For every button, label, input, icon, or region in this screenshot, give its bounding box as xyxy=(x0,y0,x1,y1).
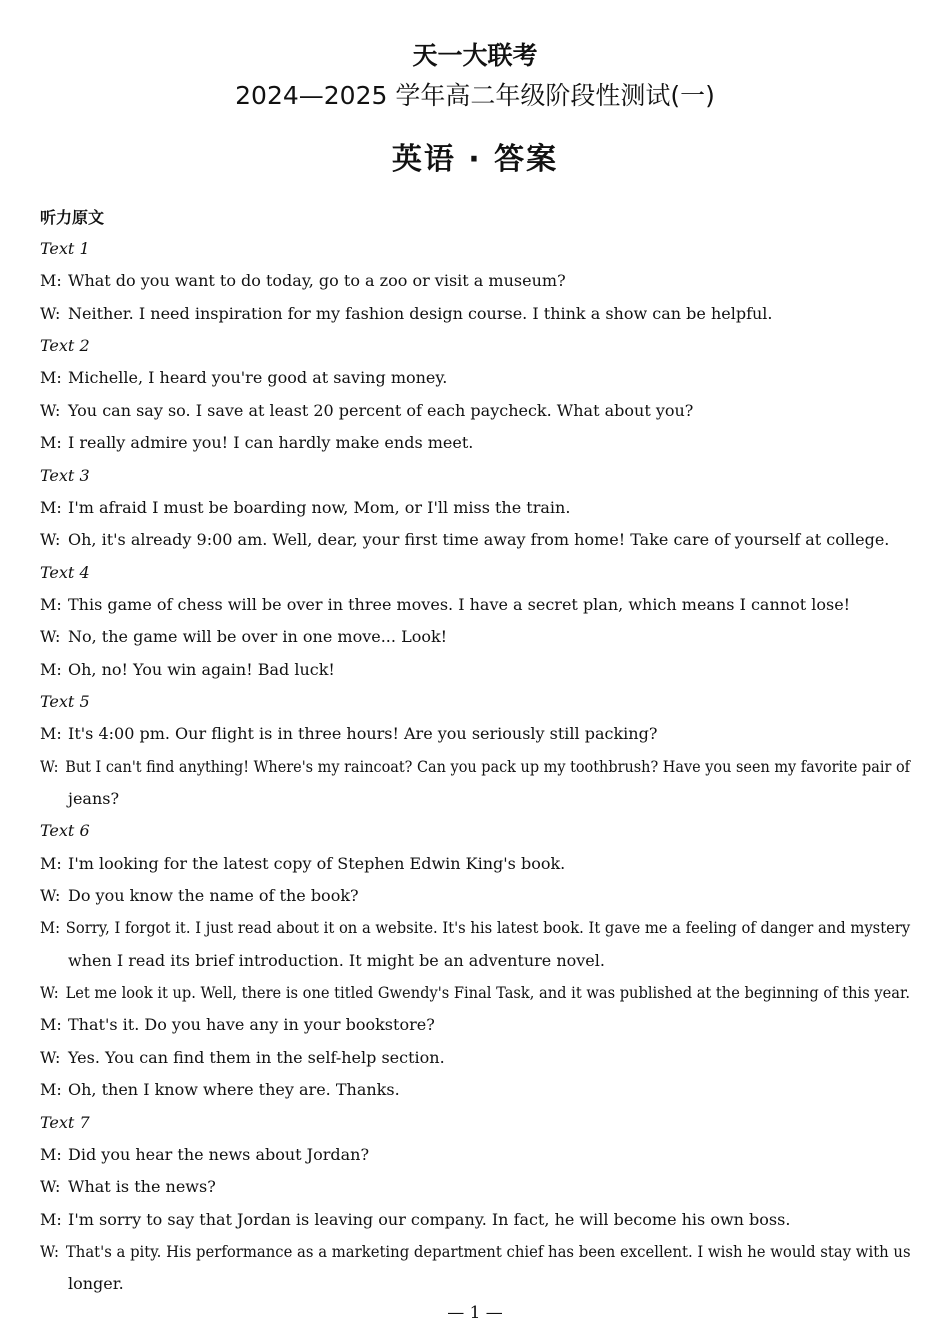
dialogue-text: But I can't find anything! Where's my raincoat? Can you pack up my toothbrush? Have you seen my favorite pair of xyxy=(65,756,910,776)
speaker-label: W: xyxy=(40,400,61,420)
text-label: Text 3 xyxy=(40,465,90,485)
speaker-label: M: xyxy=(40,659,62,679)
dialogue-text: Neither. I need inspiration for my fashion design course. I think a show can be helpful. xyxy=(68,303,773,323)
speaker-label: W: xyxy=(40,530,61,550)
dialogue-text: I'm afraid I must be boarding now, Mom, or I'll miss the train. xyxy=(68,497,571,517)
dialogue-line xyxy=(40,885,359,907)
dialogue-line xyxy=(40,1047,445,1069)
speaker-label: M: xyxy=(40,1015,62,1035)
dialogue-text: No, the game will be over in one move... Look! xyxy=(68,627,448,647)
speaker-label: M: xyxy=(40,724,62,744)
dialogue-line xyxy=(40,1014,435,1036)
dialogue-line xyxy=(40,1209,790,1231)
dialogue-text: Oh, it's already 9:00 am. Well, dear, your first time away from home! Take care of yourself at college. xyxy=(68,530,890,550)
dialogue-continuation: longer. xyxy=(68,1274,124,1294)
dialogue-line xyxy=(40,367,447,389)
dialogue-line xyxy=(40,982,910,1004)
dialogue-text: That's it. Do you have any in your bookstore? xyxy=(68,1015,435,1035)
dialogue-text: This game of chess will be over in three moves. I have a secret plan, which means I cannot lose! xyxy=(68,594,851,614)
speaker-label: M: xyxy=(40,1209,62,1229)
dialogue-text: You can say so. I save at least 20 percent of each paycheck. What about you? xyxy=(68,400,694,420)
speaker-label: W: xyxy=(40,756,59,776)
text-label: Text 7 xyxy=(40,1112,90,1132)
dialogue-line xyxy=(40,723,657,745)
speaker-label: M: xyxy=(40,1144,62,1164)
speaker-label: W: xyxy=(40,1241,59,1261)
dialogue-line xyxy=(40,497,570,519)
dialogue-line xyxy=(40,529,889,551)
dialogue-line xyxy=(40,1176,216,1198)
dialogue-text: Did you hear the news about Jordan? xyxy=(68,1144,370,1164)
dialogue-text: Do you know the name of the book? xyxy=(68,886,359,905)
dialogue-line xyxy=(40,853,565,875)
section-title: 听力原文 xyxy=(40,208,105,227)
organization-title: 天一大联考 xyxy=(412,41,538,70)
speaker-label: M: xyxy=(40,368,62,388)
dialogue-text: Oh, no! You win again! Bad luck! xyxy=(68,659,335,679)
subject-title: 英语 · 答案 xyxy=(391,142,559,177)
speaker-label: W: xyxy=(40,983,59,1003)
dialogue-line xyxy=(40,270,566,292)
dialogue-continuation: jeans? xyxy=(68,789,120,808)
dialogue-line xyxy=(40,756,910,778)
dialogue-text: Let me look it up. Well, there is one titled Gwendy's Final Task, and it was published at the beginning of this year. xyxy=(65,983,910,1003)
speaker-label: M: xyxy=(40,497,62,517)
speaker-label: M: xyxy=(40,271,62,291)
dialogue-text: It's 4:00 pm. Our flight is in three hours! Are you seriously still packing? xyxy=(68,724,658,744)
speaker-label: M: xyxy=(40,433,62,453)
dialogue-text: I'm looking for the latest copy of Stephen Edwin King's book. xyxy=(68,853,566,873)
dialogue-text: Yes. You can find them in the self-help section. xyxy=(68,1047,445,1067)
dialogue-line xyxy=(40,659,335,681)
dialogue-line xyxy=(40,594,850,616)
dialogue-text: Oh, then I know where they are. Thanks. xyxy=(68,1080,400,1100)
speaker-label: W: xyxy=(40,303,61,323)
dialogue-text: That's a pity. His performance as a marketing department chief has been excellent. I wish he would stay with us xyxy=(65,1241,911,1261)
dialogue-text: Michelle, I heard you're good at saving money. xyxy=(68,368,448,388)
dialogue-line xyxy=(40,400,693,422)
dialogue-line xyxy=(40,1241,911,1263)
dialogue-text: What do you want to do today, go to a zoo or visit a museum? xyxy=(68,271,566,291)
speaker-label: W: xyxy=(40,627,61,647)
speaker-label: M: xyxy=(40,594,62,614)
dialogue-line xyxy=(40,917,910,939)
page-number: — 1 — xyxy=(447,1303,503,1323)
text-label: Text 2 xyxy=(40,336,90,356)
speaker-label: W: xyxy=(40,1177,61,1197)
dialogue-text: I'm sorry to say that Jordan is leaving our company. In fact, he will become his own boss. xyxy=(68,1209,791,1229)
dialogue-text: What is the news? xyxy=(68,1177,216,1197)
speaker-label: W: xyxy=(40,1047,61,1067)
dialogue-text: Sorry, I forgot it. I just read about it on a website. It's his latest book. It gave me a feeling of danger and mystery xyxy=(65,918,911,938)
speaker-label: M: xyxy=(40,918,61,938)
dialogue-line xyxy=(40,303,773,325)
text-label: Text 1 xyxy=(40,239,90,258)
dialogue-line xyxy=(40,432,473,454)
text-label: Text 5 xyxy=(40,691,90,711)
text-label: Text 6 xyxy=(40,821,90,841)
dialogue-continuation: when I read its brief introduction. It might be an adventure novel. xyxy=(68,950,605,970)
speaker-label: M: xyxy=(40,853,62,873)
dialogue-line xyxy=(40,1079,400,1101)
dialogue-line xyxy=(40,626,447,648)
speaker-label: W: xyxy=(40,886,61,905)
exam-title: 2024—2025 学年高二年级阶段性测试(一) xyxy=(235,81,715,110)
speaker-label: M: xyxy=(40,1080,62,1100)
text-label: Text 4 xyxy=(40,562,90,582)
dialogue-line xyxy=(40,1144,369,1166)
dialogue-text: I really admire you! I can hardly make ends meet. xyxy=(68,433,474,453)
